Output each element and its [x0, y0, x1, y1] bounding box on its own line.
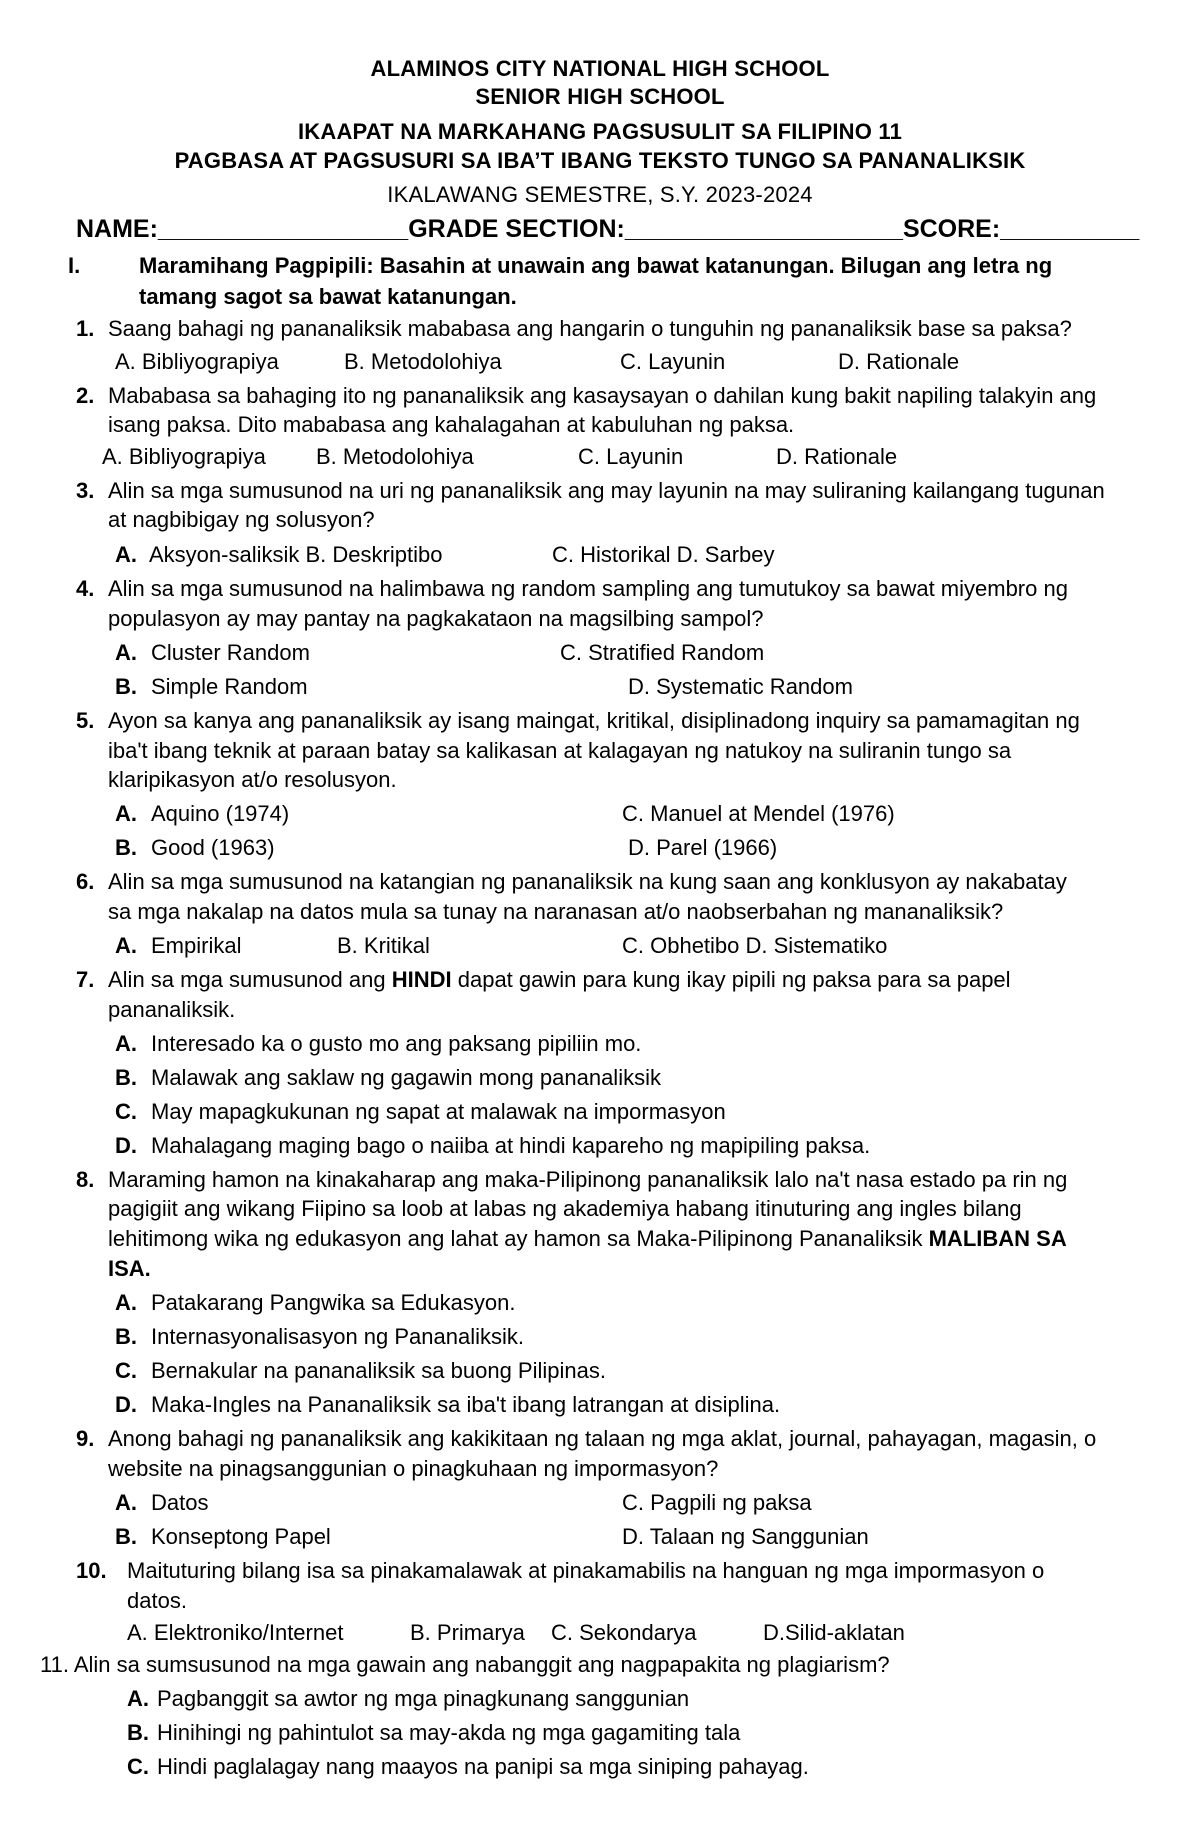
question-text-line3: klaripikasyon at/o resolusyon. — [108, 767, 397, 792]
option-letter: B. — [115, 835, 137, 860]
option-a[interactable] — [115, 1290, 515, 1316]
question-number: 3. — [76, 478, 95, 503]
name-grade-score-line: NAME:__________________GRADE SECTION:____________________SCORE:__________ — [76, 215, 1140, 243]
option-d[interactable]: D. Rationale — [776, 444, 898, 469]
option-text: Hinihingi ng pahintulot sa may-akda ng mga gagamiting tala — [157, 1720, 741, 1745]
option-a[interactable]: A. Bibliyograpiya — [102, 444, 266, 469]
option-c[interactable] — [127, 1754, 809, 1780]
option-text: Patakarang Pangwika sa Edukasyon. — [151, 1290, 516, 1315]
option-b[interactable] — [115, 1324, 524, 1350]
option-d[interactable]: D. Talaan ng Sanggunian — [622, 1524, 869, 1549]
option-a[interactable] — [115, 801, 289, 827]
question-text-line2: at nagbibigay ng solusyon? — [108, 507, 375, 532]
question-number: 6. — [76, 869, 95, 894]
option-text: Datos — [151, 1490, 209, 1515]
option-text: Hindi paglalagay nang maayos na panipi sa mga siniping pahayag. — [157, 1754, 809, 1779]
question-text-line2: populasyon ay may pantay na pagkakataon na magsilbing sampol? — [108, 606, 764, 631]
school-name: ALAMINOS CITY NATIONAL HIGH SCHOOL — [370, 56, 830, 81]
question-text-line1: Alin sa mga sumusunod na uri ng pananaliksik ang may layunin na may suliraning kailangang tugunan — [108, 478, 1105, 503]
option-d[interactable] — [115, 1133, 870, 1159]
question-number: 9. — [76, 1426, 95, 1451]
option-text: Cluster Random — [151, 640, 310, 665]
option-text: Interesado ka o gusto mo ang paksang pipiliin mo. — [151, 1031, 642, 1056]
question-text-line1: Alin sa mga sumusunod na katangian ng pananaliksik na kung saan ang konklusyon ay nakabatay — [108, 869, 1067, 894]
question-text: 11. Alin sa sumsusunod na mga gawain ang nabanggit ang nagpapakita ng plagiarism? — [40, 1652, 890, 1677]
option-c[interactable] — [115, 1358, 606, 1384]
option-text: Maka-Ingles na Pananaliksik sa iba't ibang latrangan at disiplina. — [151, 1392, 781, 1417]
option-letter: B. — [115, 1524, 137, 1549]
question-text-line2: iba't ibang teknik at paraan batay sa kalikasan at kalagayan ng natukoy na suliranin tungo sa — [108, 738, 1012, 763]
option-letter: A. — [115, 640, 137, 665]
option-letter: C. — [127, 1754, 149, 1779]
option-a[interactable]: A. Bibliyograpiya — [115, 349, 279, 374]
question-text-line1: Alin sa mga sumusunod na halimbawa ng random sampling ang tumutukoy sa bawat miyembro ng — [108, 576, 1068, 601]
option-text: Good (1963) — [151, 835, 275, 860]
option-b[interactable]: B. Kritikal — [337, 933, 430, 958]
option-b[interactable] — [115, 1065, 661, 1091]
option-d[interactable]: D. Systematic Random — [628, 674, 853, 699]
option-letter: D. — [115, 1133, 137, 1158]
question-text-line1: Ayon sa kanya ang pananaliksik ay isang maingat, kritikal, disiplinadong inquiry sa pamamagitan ng — [108, 708, 1080, 733]
option-letter: A. — [115, 1290, 137, 1315]
option-text: Aquino (1974) — [151, 801, 290, 826]
question-number: 8. — [76, 1167, 95, 1192]
option-text: Pagbanggit sa awtor ng mga pinagkunang sanggunian — [157, 1686, 690, 1711]
exam-title: IKAAPAT NA MARKAHANG PAGSUSULIT SA FILIPINO 11 — [297, 119, 903, 144]
option-a[interactable]: A. Elektroniko/Internet — [127, 1620, 344, 1645]
option-text: Aksyon-saliksik B. Deskriptibo — [149, 542, 443, 567]
option-text: Simple Random — [151, 674, 308, 699]
instructions-line1: Maramihang Pagpipili: Basahin at unawain ang bawat katanungan. Bilugan ang letra ng — [139, 253, 1053, 278]
option-c[interactable]: C. Layunin — [578, 444, 684, 469]
option-a[interactable] — [115, 640, 310, 666]
option-a[interactable] — [115, 542, 442, 568]
question-text-line1: Anong bahagi ng pananaliksik ang kakikitaan ng talaan ng mga aklat, journal, pahayagan, magasin, o — [108, 1426, 1097, 1451]
option-letter: A. — [115, 933, 137, 958]
option-letter: A. — [115, 1031, 137, 1056]
instructions-line2: tamang sagot sa bawat katanungan. — [139, 284, 517, 309]
question-text-line1: Maraming hamon na kinakaharap ang maka-Pilipinong pananaliksik lalo na't nasa estado pa rin ng — [108, 1167, 1068, 1192]
option-text: Empirikal — [151, 933, 242, 958]
option-b[interactable] — [115, 835, 275, 861]
option-d[interactable]: D. Rationale — [838, 349, 960, 374]
question-text-line2: website na pinagsanggunian o pinagkuhaan ng impormasyon? — [108, 1456, 719, 1481]
option-c[interactable] — [115, 1099, 726, 1125]
option-letter: C. — [115, 1099, 137, 1124]
option-letter: A. — [115, 542, 137, 567]
option-text: Internasyonalisasyon ng Pananaliksik. — [151, 1324, 525, 1349]
question-text-line1: Maituturing bilang isa sa pinakamalawak at pinakamabilis na hanguan ng mga impormasyon o — [127, 1558, 1045, 1583]
option-letter: D. — [115, 1392, 137, 1417]
option-a[interactable] — [127, 1686, 689, 1712]
option-letter: B. — [115, 1324, 137, 1349]
option-text: Bernakular na pananaliksik sa buong Pilipinas. — [151, 1358, 606, 1383]
question-text-line2: isang paksa. Dito mababasa ang kahalagahan at kabuluhan ng paksa. — [108, 412, 795, 437]
option-letter: A. — [127, 1686, 149, 1711]
option-text: May mapagkukunan ng sapat at malawak na impormasyon — [151, 1099, 726, 1124]
question-number: 7. — [76, 967, 95, 992]
option-b[interactable]: B. Metodolohiya — [316, 444, 474, 469]
option-letter: B. — [127, 1720, 149, 1745]
option-c-d[interactable]: C. Historikal D. Sarbey — [552, 542, 775, 567]
option-letter: C. — [115, 1358, 137, 1383]
question-text-line2: sa mga nakalap na datos mula sa tunay na naranasan at/o naobserbahan ng mananaliksik? — [108, 899, 1004, 924]
option-text: Malawak ang saklaw ng gagawin mong pananaliksik — [151, 1065, 661, 1090]
section-number: I. — [68, 253, 81, 278]
question-text-line1: Alin sa mga sumusunod ang HINDI dapat gawin para kung ikay pipili ng paksa para sa papel — [108, 967, 1011, 992]
question-text-line2: datos. — [127, 1588, 187, 1613]
question-text-line1: Mababasa sa bahaging ito ng pananaliksik ang kasaysayan o dahilan kung bakit napiling talakyin ang — [108, 383, 1097, 408]
option-a[interactable] — [115, 1031, 641, 1057]
option-c-d[interactable]: C. Obhetibo D. Sistematiko — [622, 933, 888, 958]
department: SENIOR HIGH SCHOOL — [475, 84, 725, 109]
question-number: 1. — [76, 316, 95, 341]
subject-title: PAGBASA AT PAGSUSURI SA IBA’T IBANG TEKSTO TUNGO SA PANANALIKSIK — [174, 148, 1026, 173]
question-text-line2: pagigiit ang wikang Fiipino sa loob at labas ng akademiya habang itinuturing ang ingles bilang — [108, 1196, 1022, 1221]
option-letter: B. — [115, 674, 137, 699]
option-b[interactable]: B. Metodolohiya — [344, 349, 502, 374]
option-b[interactable] — [115, 1524, 331, 1550]
option-letter: A. — [115, 801, 137, 826]
option-d[interactable]: D.Silid-aklatan — [763, 1620, 905, 1645]
question-number: 10. — [76, 1558, 107, 1583]
option-b[interactable] — [115, 674, 308, 700]
option-a[interactable] — [115, 1490, 208, 1516]
question-text-line2: pananaliksik. — [108, 997, 236, 1022]
option-letter: B. — [115, 1065, 137, 1090]
question-text: Saang bahagi ng pananaliksik mababasa ang hangarin o tunguhin ng pananaliksik base sa paksa? — [108, 316, 1072, 341]
option-a[interactable] — [115, 933, 241, 959]
option-c[interactable]: C. Manuel at Mendel (1976) — [622, 801, 895, 826]
emphasis: HINDI — [391, 967, 452, 992]
option-b[interactable]: B. Primarya — [410, 1620, 525, 1645]
emphasis: MALIBAN SA — [928, 1226, 1067, 1251]
question-text-line3: lehitimong wika ng edukasyon ang lahat ay hamon sa Maka-Pilipinong Pananaliksik MALIBAN SA — [108, 1226, 1067, 1251]
question-number: 4. — [76, 576, 95, 601]
semester: IKALAWANG SEMESTRE, S.Y. 2023-2024 — [387, 182, 813, 207]
option-b[interactable] — [127, 1720, 740, 1746]
question-number: 5. — [76, 708, 95, 733]
option-c[interactable]: C. Pagpili ng paksa — [622, 1490, 812, 1515]
option-d[interactable] — [115, 1392, 780, 1418]
option-text: Mahalagang maging bago o naiiba at hindi kapareho ng mapipiling paksa. — [151, 1133, 871, 1158]
option-c[interactable]: C. Stratified Random — [560, 640, 765, 665]
option-letter: A. — [115, 1490, 137, 1515]
option-d[interactable]: D. Parel (1966) — [628, 835, 778, 860]
option-text: Konseptong Papel — [151, 1524, 331, 1549]
option-c[interactable]: C. Layunin — [620, 349, 726, 374]
option-c[interactable]: C. Sekondarya — [551, 1620, 697, 1645]
question-number: 2. — [76, 383, 95, 408]
question-text-line4: ISA. — [108, 1256, 151, 1281]
